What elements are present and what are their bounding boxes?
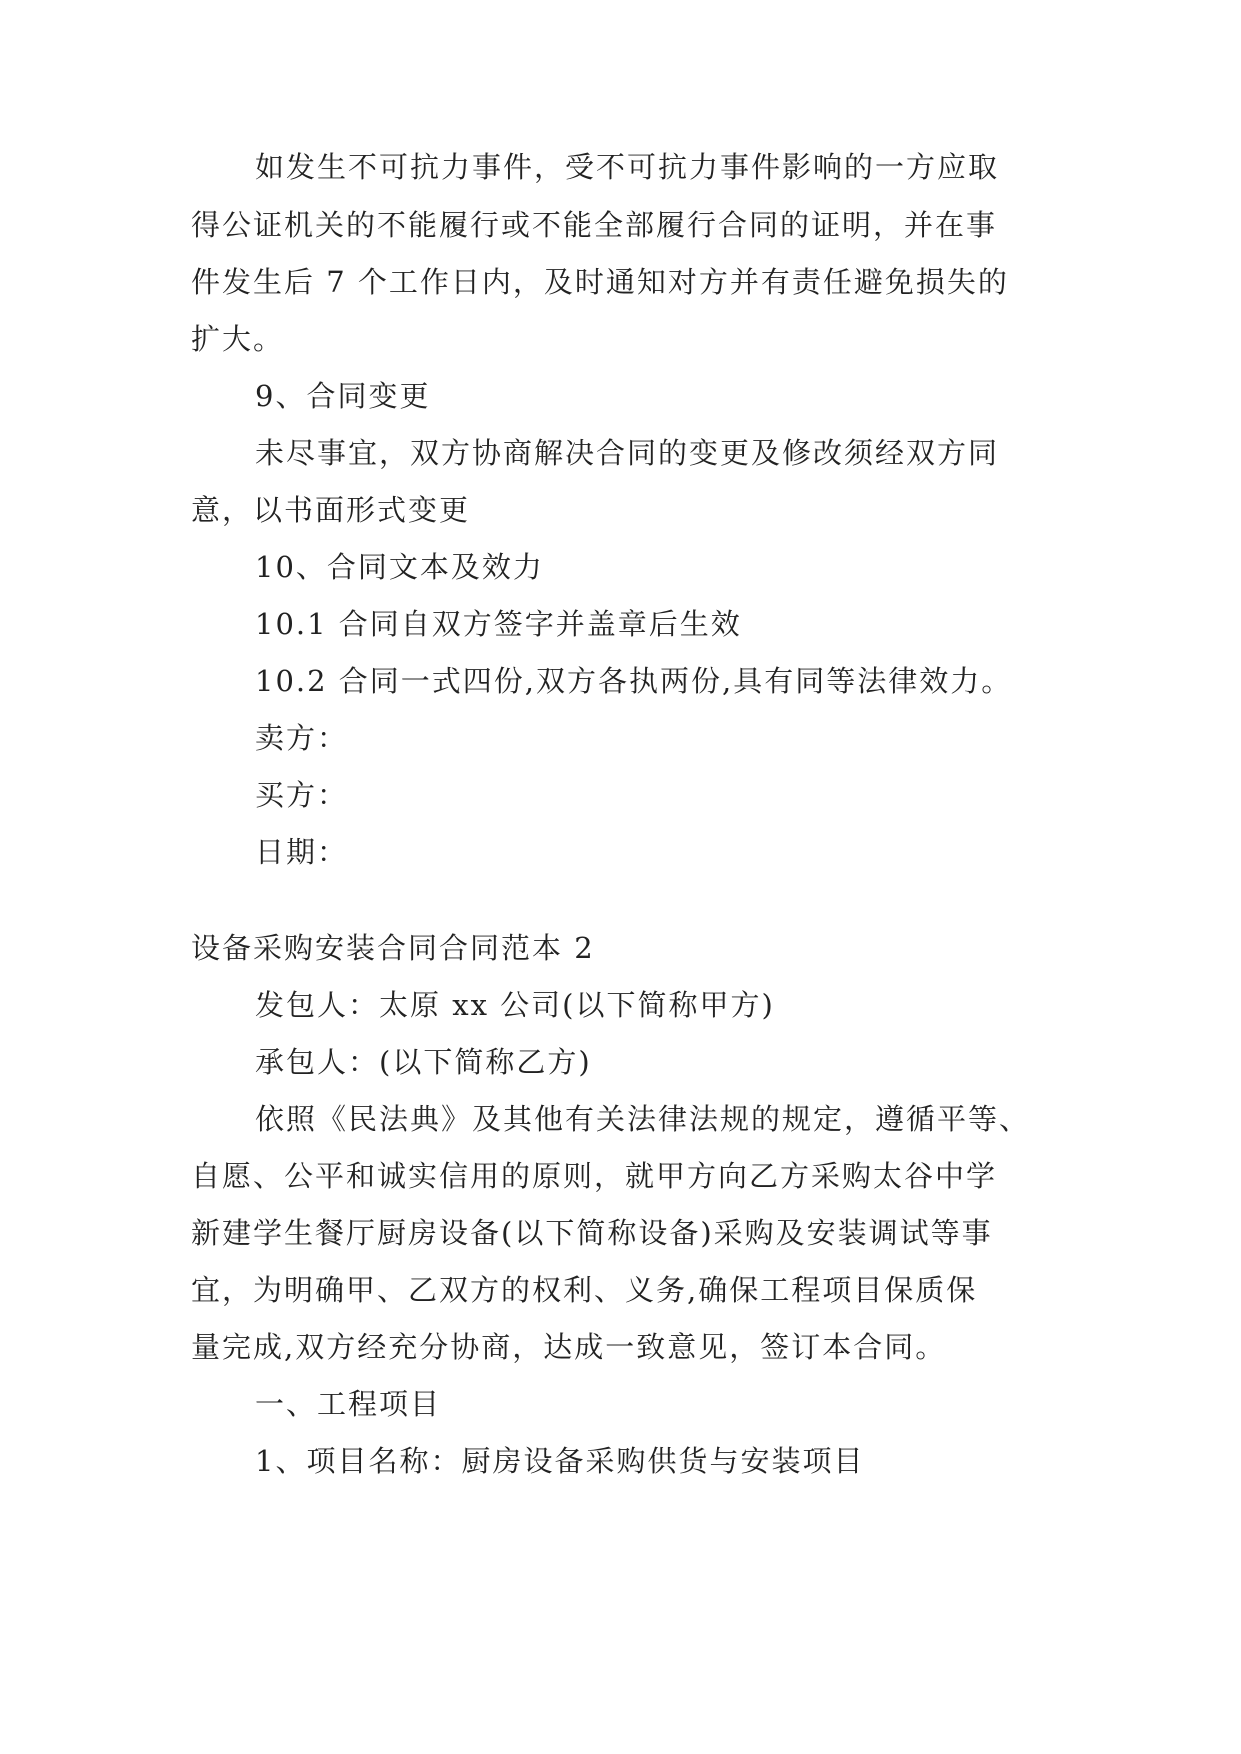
paragraph-force-majeure-line-3: 件发生后 7 个工作日内，及时通知对方并有责任避免损失的 — [191, 265, 1009, 299]
preamble-line-3: 新建学生餐厅厨房设备(以下简称设备)采购及安装调试等事 — [191, 1216, 993, 1250]
date-label: 日期： — [255, 835, 349, 869]
document-title: 设备采购安装合同合同范本 2 — [191, 931, 595, 965]
paragraph-contract-change-line-1: 未尽事宜，双方协商解决合同的变更及修改须经双方同 — [255, 436, 1000, 470]
preamble-line-1: 依照《民法典》及其他有关法律法规的规定，遵循平等、 — [255, 1102, 1031, 1136]
section-heading-contract-change: 9、合同变更 — [255, 379, 431, 413]
preamble-line-2: 自愿、公平和诚实信用的原则，就甲方向乙方采购太谷中学 — [191, 1159, 998, 1193]
project-name-line: 1、项目名称：厨房设备采购供货与安装项目 — [255, 1444, 865, 1478]
party-b-line: 承包人：(以下简称乙方) — [255, 1045, 592, 1079]
preamble-line-4: 宜，为明确甲、乙双方的权利、义务,确保工程项目保质保 — [191, 1273, 978, 1307]
buyer-signature-label: 买方： — [255, 778, 349, 812]
paragraph-force-majeure-line-1: 如发生不可抗力事件，受不可抗力事件影响的一方应取 — [255, 150, 1000, 184]
party-a-line: 发包人：太原 xx 公司(以下简称甲方) — [255, 988, 775, 1022]
preamble-line-5: 量完成,双方经充分协商，达成一致意见，签订本合同。 — [191, 1330, 947, 1364]
section-heading-contract-text: 10、合同文本及效力 — [255, 550, 544, 584]
paragraph-force-majeure-line-2: 得公证机关的不能履行或不能全部履行合同的证明，并在事 — [191, 208, 998, 242]
seller-signature-label: 卖方： — [255, 721, 349, 755]
clause-10-2: 10.2 合同一式四份,双方各执两份,具有同等法律效力。 — [255, 664, 1013, 698]
clause-10-1: 10.1 合同自双方签字并盖章后生效 — [255, 607, 742, 641]
paragraph-contract-change-line-2: 意，以书面形式变更 — [191, 493, 471, 527]
paragraph-force-majeure-line-4: 扩大。 — [191, 322, 285, 356]
section-heading-project: 一、工程项目 — [255, 1387, 442, 1421]
